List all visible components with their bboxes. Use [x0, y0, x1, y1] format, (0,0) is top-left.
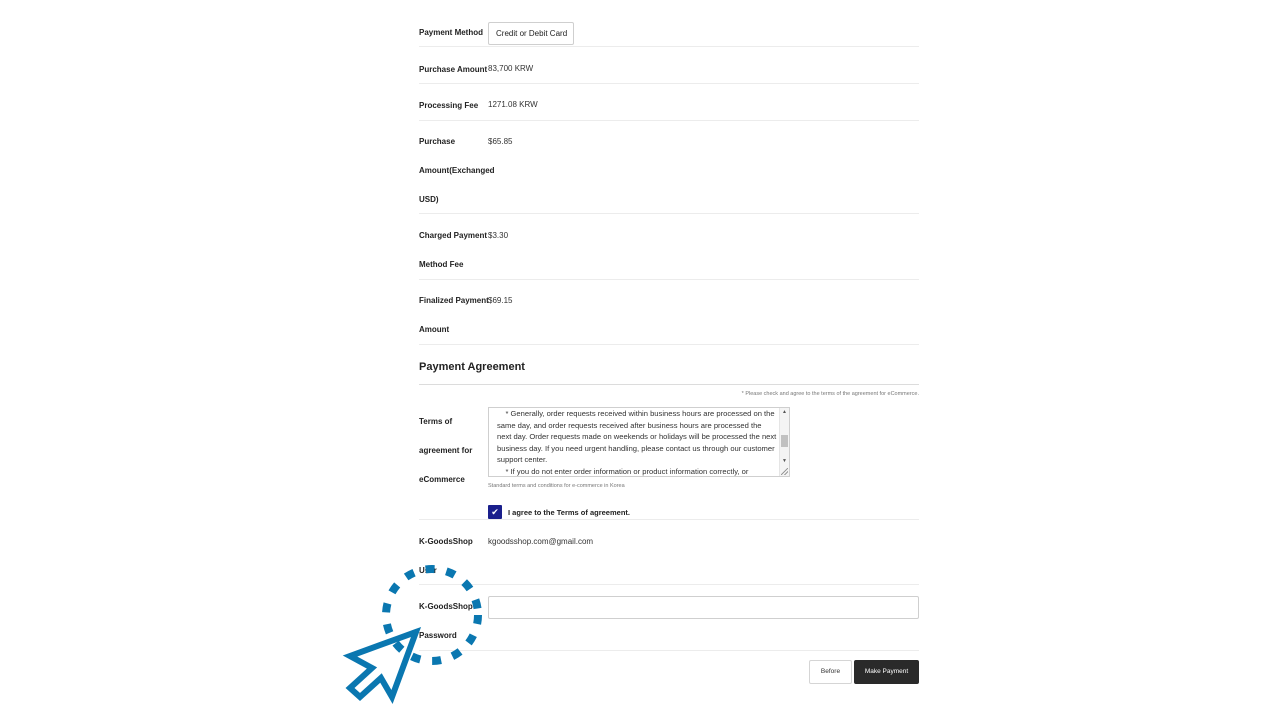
scroll-down-arrow-icon[interactable]: ▼	[782, 458, 787, 464]
payment-agreement-title: Payment Agreement	[419, 361, 525, 373]
charged-fee-row	[419, 214, 919, 280]
password-label-1: K-GoodsShop	[419, 602, 473, 611]
user-label-1: K-GoodsShop	[419, 537, 473, 546]
charged-fee-value: $3.30	[488, 231, 509, 240]
purchase-usd-label-3: USD)	[419, 195, 439, 204]
user-row	[419, 519, 919, 585]
purchase-amount-label: Purchase Amount	[419, 65, 488, 74]
purchase-usd-label-2: Amount(Exchanged	[419, 166, 495, 175]
purchase-usd-label-1: Purchase	[419, 137, 456, 146]
scroll-thumb[interactable]	[781, 435, 788, 447]
terms-label-1: Terms of	[419, 417, 453, 426]
payment-method-row	[419, 0, 919, 47]
charged-fee-label-2: Method Fee	[419, 260, 464, 269]
purchase-usd-row	[419, 121, 919, 214]
terms-textarea[interactable]	[488, 407, 790, 477]
cursor-arrow-icon	[350, 632, 416, 697]
click-cursor-icon	[340, 560, 490, 705]
terms-text: * Generally, order requests received within business hours are processed on the same day, and order requests received after business hours are processed the next day. Order requests made on weekends or holidays will be processed the next business day. If you need urgent handling, please contact us through our customer support center. * If you do not enter order information or product information correctly, or	[497, 409, 777, 476]
terms-label-2: agreement for	[419, 446, 473, 455]
purchase-amount-value: 83,700 KRW	[488, 64, 534, 73]
agree-checkbox[interactable]	[488, 505, 502, 519]
password-input[interactable]	[488, 596, 919, 619]
agree-label[interactable]: I agree to the Terms of agreement.	[508, 508, 630, 517]
finalized-amount-label-2: Amount	[419, 325, 450, 334]
section-divider	[419, 384, 919, 385]
click-ring	[386, 569, 478, 661]
purchase-usd-value: $65.85	[488, 137, 513, 146]
password-label-2: Password	[419, 631, 457, 640]
processing-fee-row	[419, 84, 919, 121]
user-value: kgoodsshop.com@gmail.com	[488, 537, 594, 546]
terms-label-3: eCommerce	[419, 475, 465, 484]
scroll-up-arrow-icon[interactable]: ▲	[782, 409, 787, 415]
user-label-2: User	[419, 566, 437, 575]
make-payment-button[interactable]: Make Payment	[854, 660, 919, 684]
finalized-amount-label-1: Finalized Payment	[419, 296, 489, 305]
finalized-amount-value: $69.15	[488, 296, 513, 305]
charged-fee-label-1: Charged Payment	[419, 231, 488, 240]
terms-caption: Standard terms and conditions for e-commerce in Korea	[488, 483, 625, 489]
agreement-note: * Please check and agree to the terms of the agreement for eCommerce.	[741, 391, 919, 397]
resize-grip-icon[interactable]	[781, 468, 788, 475]
payment-method-label: Payment Method	[419, 28, 484, 37]
processing-fee-value: 1271.08 KRW	[488, 100, 538, 109]
purchase-amount-row	[419, 47, 919, 84]
before-button[interactable]: Before	[809, 660, 852, 684]
checkmark-icon: ✔	[491, 507, 499, 517]
terms-scrollbar[interactable]	[779, 408, 789, 476]
finalized-amount-row	[419, 280, 919, 345]
processing-fee-label: Processing Fee	[419, 101, 479, 110]
payment-method-select[interactable]: Credit or Debit Card	[488, 22, 574, 45]
